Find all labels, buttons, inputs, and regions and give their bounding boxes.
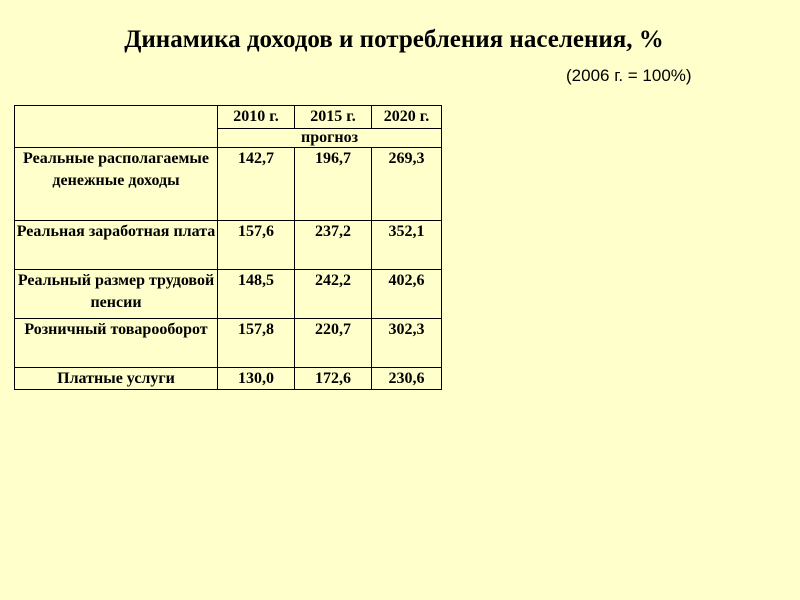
row-label: Платные услуги — [15, 368, 218, 390]
value-cell: 230,6 — [372, 368, 442, 390]
table-row — [15, 221, 442, 270]
table-row — [15, 270, 442, 319]
table-row — [15, 148, 442, 221]
value-cell: 302,3 — [372, 319, 442, 368]
table-header-row — [15, 106, 442, 129]
value-cell: 130,0 — [218, 368, 295, 390]
slide-title — [0, 26, 800, 54]
income-table — [14, 105, 442, 390]
value-cell: 352,1 — [372, 221, 442, 270]
value-cell: 242,2 — [295, 270, 372, 319]
value-cell: 172,6 — [295, 368, 372, 390]
value-cell: 220,7 — [295, 319, 372, 368]
row-label: Реальная заработная плата — [15, 221, 218, 270]
value-cell: 157,8 — [218, 319, 295, 368]
slide-title-text: Динамика доходов и потребления населения, % — [124, 26, 664, 53]
forecast-label: прогноз — [218, 129, 442, 148]
value-cell: 196,7 — [295, 148, 372, 221]
value-cell: 402,6 — [372, 270, 442, 319]
value-cell: 142,7 — [238, 150, 274, 167]
row-label: Розничный товарооборот — [15, 319, 218, 368]
row-label: Реальный размер трудовой пенсии — [15, 270, 218, 319]
value-cell: 237,2 — [295, 221, 372, 270]
row-label: Реальные располагаемые денежные доходы — [15, 148, 218, 221]
slide-subtitle: (2006 г. = 100%) — [566, 66, 692, 85]
header-year-2020: 2020 г. — [372, 106, 442, 129]
value-cell: 148,5 — [218, 270, 295, 319]
header-year-2015: 2015 г. — [295, 106, 372, 129]
table-corner-cell — [15, 106, 218, 148]
value-cell: 269,3 — [372, 148, 442, 221]
header-year-2010: 2010 г. — [218, 106, 295, 129]
table-row — [15, 319, 442, 368]
value-cell: 157,6 — [218, 221, 295, 270]
table-row — [15, 368, 442, 390]
